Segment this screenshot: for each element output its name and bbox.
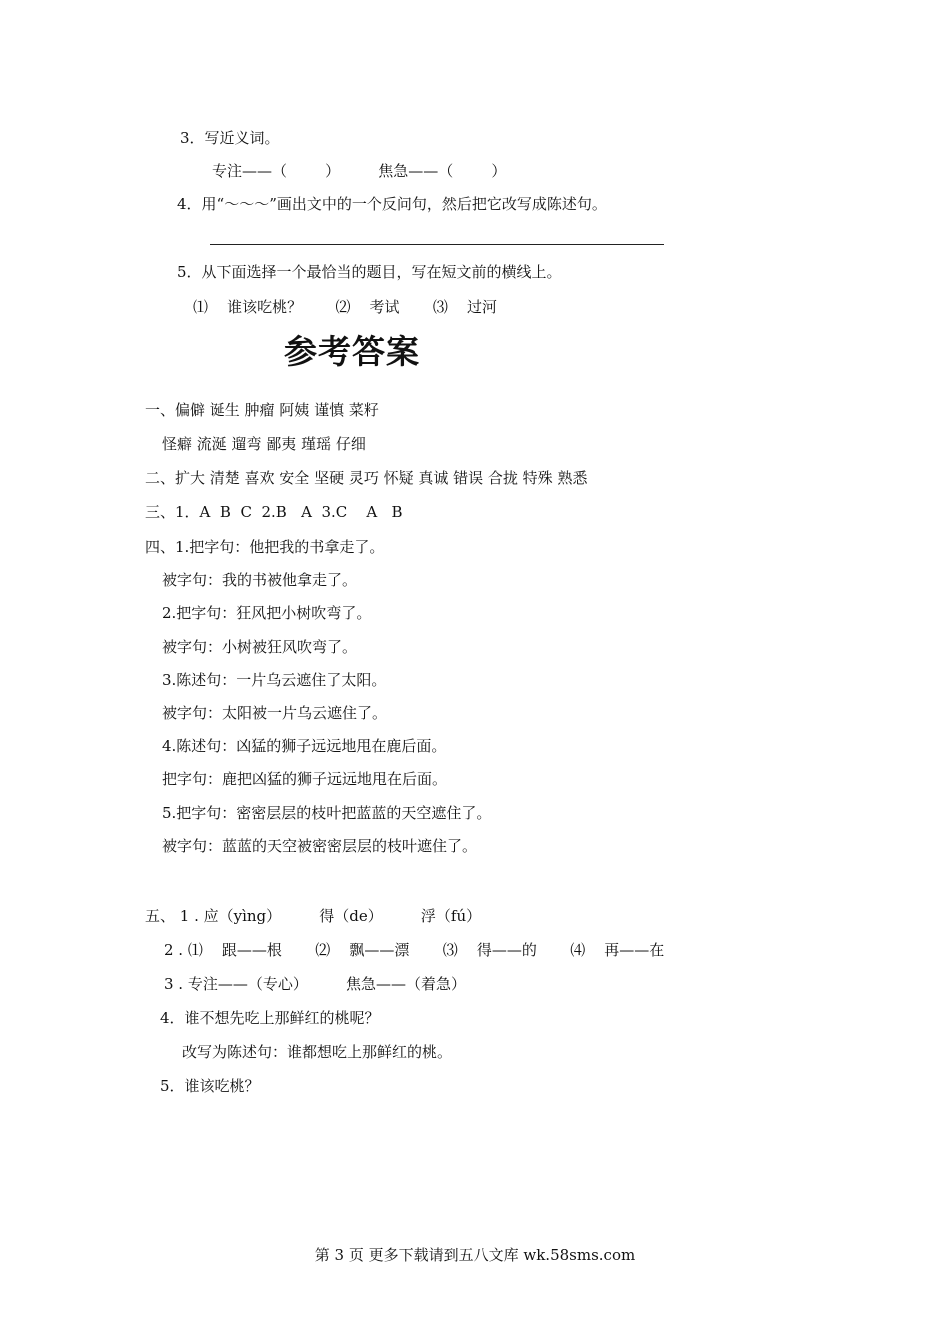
answer-5-3: 3 . 专注——（专心） 焦急——（着急） bbox=[164, 975, 466, 993]
answer-4-3-b: 被字句：太阳被一片乌云遮住了。 bbox=[162, 704, 388, 722]
answer-5-5: 5．谁该吃桃？ bbox=[160, 1077, 260, 1095]
answer-4-5-b: 被字句：蓝蓝的天空被密密层层的枝叶遮住了。 bbox=[162, 837, 478, 855]
answer-5-1: 五、 1 . 应（yìng） 得（de） 浮（fú） bbox=[145, 907, 482, 925]
answer-4-2-b: 被字句：小树被狂风吹弯了。 bbox=[162, 638, 358, 656]
question-4-title: 4．用“～～～”画出文中的一个反问句，然后把它改写成陈述句。 bbox=[177, 195, 607, 213]
question-5-options: ⑴ 谁该吃桃？ ⑵ 考试 ⑶ 过河 bbox=[193, 298, 497, 316]
answer-4-2-a: 2.把字句：狂风把小树吹弯了。 bbox=[162, 604, 372, 622]
answer-4-4-a: 4.陈述句：凶猛的狮子远远地甩在鹿后面。 bbox=[162, 737, 447, 755]
answer-5-4-b: 改写为陈述句：谁都想吃上那鲜红的桃。 bbox=[182, 1043, 453, 1061]
answer-1-line-2: 怪癖 流涎 遛弯 鄙夷 瑾瑶 仔细 bbox=[162, 435, 366, 453]
answer-1-line-1: 一、偏僻 诞生 肿瘤 阿姨 谨慎 菜籽 bbox=[145, 401, 379, 419]
answer-4-1-a: 四、1.把字句：他把我的书拿走了。 bbox=[145, 538, 385, 556]
question-5-title: 5．从下面选择一个最恰当的题目，写在短文前的横线上。 bbox=[177, 263, 562, 281]
answer-blank-line bbox=[210, 244, 664, 245]
page-footer: 第 3 页 更多下载请到五八文库 wk.58sms.com bbox=[314, 1246, 636, 1264]
answers-title: 参考答案 bbox=[284, 332, 420, 371]
question-3-items: 专注——（ ） 焦急——（ ） bbox=[212, 162, 507, 180]
answer-3: 三、1．A B C 2.B A 3.C A B bbox=[145, 503, 403, 521]
answer-4-5-a: 5.把字句：密密层层的枝叶把蓝蓝的天空遮住了。 bbox=[162, 804, 492, 822]
answer-2: 二、扩大 清楚 喜欢 安全 坚硬 灵巧 怀疑 真诚 错误 合拢 特殊 熟悉 bbox=[145, 469, 588, 487]
question-3-title: 3．写近义词。 bbox=[180, 129, 280, 147]
answer-4-4-b: 把字句：鹿把凶猛的狮子远远地甩在后面。 bbox=[162, 770, 448, 788]
answer-5-4-a: 4．谁不想先吃上那鲜红的桃呢？ bbox=[160, 1009, 380, 1027]
answer-4-3-a: 3.陈述句：一片乌云遮住了太阳。 bbox=[162, 671, 387, 689]
answer-4-1-b: 被字句：我的书被他拿走了。 bbox=[162, 571, 358, 589]
answer-5-2: 2 . ⑴ 跟——根 ⑵ 飘——漂 ⑶ 得——的 ⑷ 再——在 bbox=[164, 941, 665, 959]
